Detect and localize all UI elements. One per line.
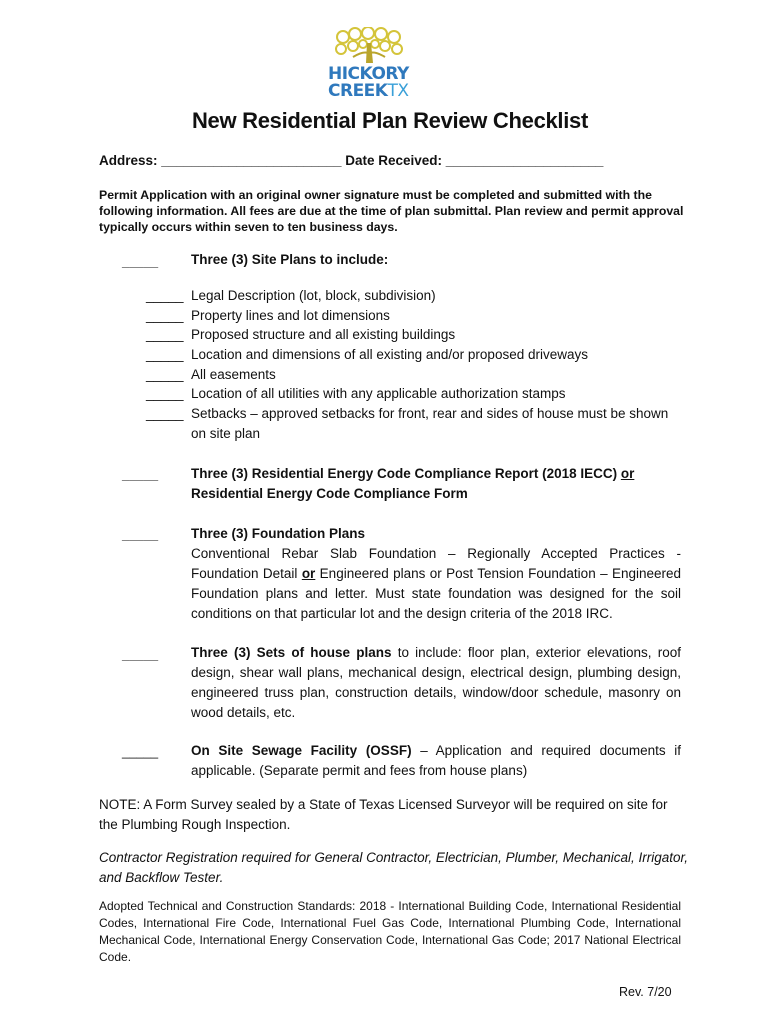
logo-creek-word: CREEK bbox=[328, 81, 388, 101]
foundation-checkbox-blank: _____ bbox=[122, 527, 159, 542]
hickory-creek-logo bbox=[328, 27, 412, 103]
house-plans-item bbox=[191, 643, 681, 723]
site-plans-checkbox-blank: _____ bbox=[122, 254, 159, 269]
logo-tx-suffix: TX bbox=[387, 81, 409, 101]
energy-code-item bbox=[191, 464, 681, 504]
item-blank: _____ bbox=[146, 347, 184, 362]
item-blank: _____ bbox=[146, 327, 184, 342]
logo-text-creek bbox=[328, 82, 409, 100]
intro-paragraph: Permit Application with an original owner signature must be completed and submitted with the following information. All fees are due at the time of plan submittal. Plan review and permit approval typically occurs within seven to ten business days. bbox=[99, 188, 684, 234]
contractor-registration-note: Contractor Registration required for General Contractor, Electrician, Plumber, Mechanical, Irrigator, and Backflow Tester. bbox=[99, 850, 689, 885]
item-text: Setbacks – approved setbacks for front, rear and sides of house must be shown bbox=[191, 406, 669, 421]
site-plan-item bbox=[146, 367, 276, 382]
item-text: Location and dimensions of all existing and/or proposed driveways bbox=[191, 347, 588, 362]
item-text: Legal Description (lot, block, subdivision) bbox=[191, 288, 436, 303]
item-text: Proposed structure and all existing buildings bbox=[191, 327, 456, 342]
foundation-item bbox=[191, 524, 681, 624]
logo-text-hickory: HICKORY bbox=[328, 64, 409, 84]
ossf-item bbox=[191, 741, 681, 781]
house-plans-checkbox-blank: _____ bbox=[122, 647, 159, 662]
energy-line1: Three (3) Residential Energy Code Compliance Report (2018 IECC) bbox=[191, 466, 621, 481]
item-blank: _____ bbox=[146, 386, 184, 401]
item-blank: _____ bbox=[146, 367, 184, 382]
address-date-line: Address: ________________________ Date Received: _____________________ bbox=[99, 153, 604, 168]
house-plans-text: to include: floor plan, exterior elevations, roof design, shear wall plans, mechanical design, electrical design, plumbing design, engineered truss plan, construction details, window/door schedule, masonry on wood details, etc. bbox=[191, 645, 681, 720]
site-plans-heading: Three (3) Site Plans to include: bbox=[191, 252, 389, 267]
item-blank: _____ bbox=[146, 288, 184, 303]
item-text: All easements bbox=[191, 367, 276, 382]
adopted-standards-paragraph: Adopted Technical and Construction Standards: 2018 - International Building Code, International Residential Codes, International Fire Code, International Fuel Gas Code, International Plumbing Code, International Mechanical Code, International Energy Conservation Code, International Gas Code; 2017 National Electrical Code. bbox=[99, 899, 681, 964]
ossf-text: – Application and required documents if applicable. (Separate permit and fees from house plans) bbox=[191, 743, 681, 778]
site-plan-item-continuation: on site plan bbox=[191, 426, 261, 441]
energy-checkbox-blank: _____ bbox=[122, 467, 159, 482]
item-text: Property lines and lot dimensions bbox=[191, 308, 390, 323]
energy-line2: Residential Energy Code Compliance Form bbox=[191, 486, 468, 501]
item-blank: _____ bbox=[146, 308, 184, 323]
site-plan-item bbox=[146, 386, 566, 401]
energy-or: or bbox=[620, 466, 635, 481]
site-plan-item bbox=[146, 347, 588, 362]
site-plan-item bbox=[146, 406, 669, 421]
tree-icon bbox=[333, 27, 407, 63]
page-title: New Residential Plan Review Checklist bbox=[191, 108, 589, 133]
ossf-checkbox-blank: _____ bbox=[122, 744, 159, 759]
item-text: Location of all utilities with any applicable authorization stamps bbox=[191, 386, 566, 401]
revision-label: Rev. 7/20 bbox=[619, 985, 672, 999]
house-plans-heading: Three (3) Sets of house plans bbox=[191, 645, 392, 660]
foundation-or: or bbox=[301, 566, 316, 581]
site-plan-item bbox=[146, 308, 390, 323]
foundation-text-b: Engineered plans or Post Tension Foundation – Engineered Foundation plans and letter. Must state foundation was designed for the soil conditions on that particular lot and the design criteria of the 2018 IRC. bbox=[191, 566, 681, 621]
note-paragraph: NOTE: A Form Survey sealed by a State of Texas Licensed Surveyor will be required on site for the Plumbing Rough Inspection. bbox=[99, 797, 668, 832]
foundation-text-a: Conventional Rebar Slab Foundation – Regionally Accepted Practices - Foundation Detail bbox=[191, 546, 681, 581]
foundation-heading: Three (3) Foundation Plans bbox=[191, 526, 366, 541]
site-plan-item bbox=[146, 288, 436, 303]
site-plan-item bbox=[146, 327, 456, 342]
item-blank: _____ bbox=[146, 406, 184, 421]
ossf-heading: On Site Sewage Facility (OSSF) bbox=[191, 743, 412, 758]
